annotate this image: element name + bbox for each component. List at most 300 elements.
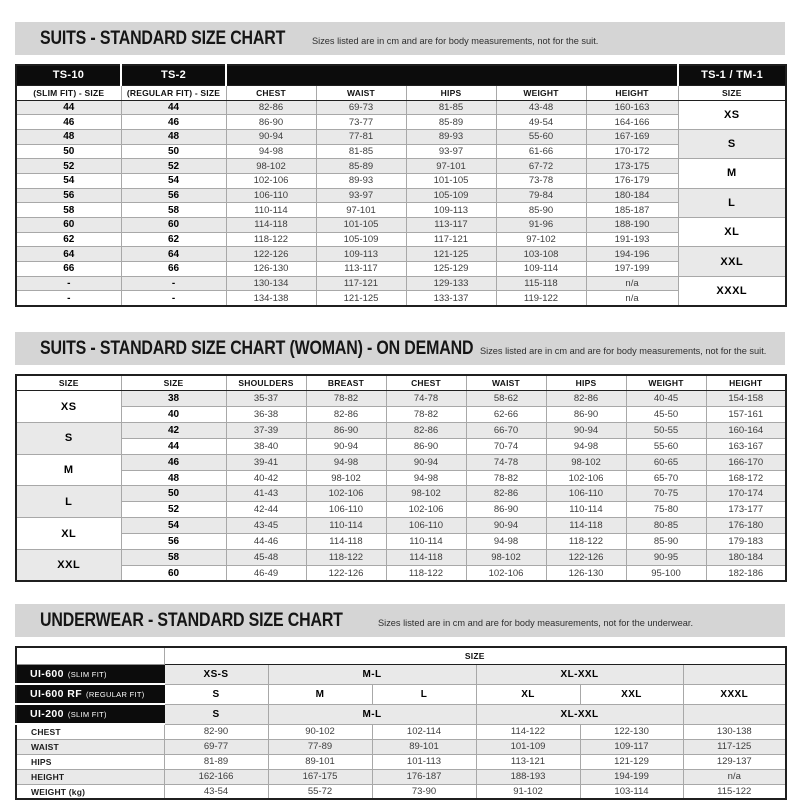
measurement-cell: 115-118 — [496, 276, 586, 291]
measurement-cell: 176-179 — [586, 173, 678, 188]
measurement-cell: 182-186 — [706, 565, 786, 581]
size-cell: 64 — [121, 247, 226, 262]
model-label: UI-200 — [30, 708, 64, 721]
measurement-cell: 114-118 — [386, 550, 466, 566]
measurement-cell: 185-187 — [586, 203, 678, 218]
measurement-cell: 197-199 — [586, 262, 678, 277]
measurement-cell: 102-106 — [466, 565, 546, 581]
measurement-cell: 176-180 — [706, 518, 786, 534]
measure-value-cell: 115-122 — [683, 784, 786, 799]
size-group-cell: XS — [678, 100, 786, 129]
measure-value-cell: 162-166 — [164, 769, 268, 784]
measurement-cell: 98-102 — [546, 454, 626, 470]
measure-value-cell: 121-129 — [580, 754, 683, 769]
measurement-cell: 78-82 — [386, 407, 466, 423]
title-box — [40, 22, 312, 55]
measurement-cell: 102-106 — [306, 486, 386, 502]
header-row — [16, 65, 786, 85]
measurement-cell: 40-42 — [226, 470, 306, 486]
underwear-title: UNDERWEAR - STANDARD SIZE CHART — [40, 610, 343, 632]
suits-size-table — [15, 64, 787, 307]
measurement-cell: 42-44 — [226, 502, 306, 518]
underwear-size-table — [15, 646, 787, 800]
measurement-cell: 65-70 — [626, 470, 706, 486]
measurement-cell: 110-114 — [386, 534, 466, 550]
woman-table-body — [16, 391, 786, 582]
fit-size-cell: S — [164, 684, 268, 704]
table-row — [16, 144, 786, 159]
size-cell: - — [16, 291, 121, 306]
size-group-cell: M — [678, 159, 786, 188]
fit-type-label: (SLIM FIT) — [67, 710, 107, 720]
size-group-cell: L — [16, 486, 121, 518]
size-cell: 58 — [16, 203, 121, 218]
size-group-cell: M — [16, 454, 121, 486]
column-header-cell: HEIGHT — [706, 375, 786, 391]
measure-value-cell: 102-114 — [372, 724, 476, 739]
measurement-cell: 50-55 — [626, 422, 706, 438]
measurement-cell: 164-166 — [586, 115, 678, 130]
measurement-cell: 86-90 — [466, 502, 546, 518]
measurement-cell: 98-102 — [226, 159, 316, 174]
section-suits — [15, 22, 785, 307]
woman-title: SUITS - STANDARD SIZE CHART (WOMAN) - ON DEMAND — [40, 337, 474, 359]
measure-label-cell: CHEST — [16, 724, 164, 739]
table-row — [16, 188, 786, 203]
size-cell: - — [121, 291, 226, 306]
measurement-cell: 105-109 — [406, 188, 496, 203]
fit-size-cell: L — [372, 684, 476, 704]
measurement-cell: 110-114 — [546, 502, 626, 518]
table-row — [16, 502, 786, 518]
measurement-cell: 109-113 — [406, 203, 496, 218]
size-group-cell: S — [678, 129, 786, 158]
size-cell: 60 — [121, 218, 226, 233]
measurement-cell: 126-130 — [546, 565, 626, 581]
measurement-cell: 97-101 — [406, 159, 496, 174]
fit-row — [16, 684, 786, 704]
measurement-cell: 98-102 — [466, 550, 546, 566]
table-row — [16, 100, 786, 115]
size-group-cell: XS — [16, 391, 121, 423]
measure-value-cell: 130-138 — [683, 724, 786, 739]
measurement-cell: 194-196 — [586, 247, 678, 262]
measurement-cell: 117-121 — [316, 276, 406, 291]
measure-value-cell: 176-187 — [372, 769, 476, 784]
measurement-cell: 122-126 — [546, 550, 626, 566]
measurement-cell: 154-158 — [706, 391, 786, 407]
measurement-cell: 58-62 — [466, 391, 546, 407]
measurement-cell: 94-98 — [306, 454, 386, 470]
measurement-cell: 90-94 — [306, 438, 386, 454]
measurement-cell: 75-80 — [626, 502, 706, 518]
measurement-cell: 95-100 — [626, 565, 706, 581]
measurement-cell: 90-95 — [626, 550, 706, 566]
measurement-cell: n/a — [586, 276, 678, 291]
measurement-cell: 122-126 — [306, 565, 386, 581]
header-row — [16, 85, 786, 100]
measurement-cell: 102-106 — [226, 173, 316, 188]
measurement-cell: 133-137 — [406, 291, 496, 306]
measurement-cell: 74-78 — [466, 454, 546, 470]
woman-subtitle: Sizes listed are in cm and are for body measurements, not for the suit. — [480, 345, 767, 357]
woman-table-head — [16, 375, 786, 391]
table-row — [16, 391, 786, 407]
measure-label-cell: HIPS — [16, 754, 164, 769]
measurement-cell: 62-66 — [466, 407, 546, 423]
measure-value-cell: 82-90 — [164, 724, 268, 739]
measure-row — [16, 724, 786, 739]
measure-value-cell: 188-193 — [476, 769, 580, 784]
measurement-cell: 102-106 — [386, 502, 466, 518]
size-group-cell: S — [16, 422, 121, 454]
measurement-cell: 94-98 — [546, 438, 626, 454]
measurement-cell: 160-164 — [706, 422, 786, 438]
corner-cell — [16, 647, 164, 664]
measure-value-cell: 69-77 — [164, 739, 268, 754]
size-group-cell: XXL — [678, 247, 786, 276]
size-cell: 50 — [121, 144, 226, 159]
header-row — [16, 375, 786, 391]
measurement-cell: 90-94 — [226, 129, 316, 144]
fit-row — [16, 704, 786, 724]
measure-value-cell: 113-121 — [476, 754, 580, 769]
measurement-cell: 118-122 — [546, 534, 626, 550]
measurement-cell: 188-190 — [586, 218, 678, 233]
measurement-cell: 85-89 — [316, 159, 406, 174]
measurement-cell: 130-134 — [226, 276, 316, 291]
measure-row — [16, 754, 786, 769]
size-group-cell: XL — [16, 518, 121, 550]
size-cell: 66 — [16, 262, 121, 277]
measure-value-cell: 91-102 — [476, 784, 580, 799]
measurement-cell: 82-86 — [386, 422, 466, 438]
measurement-cell: 114-118 — [306, 534, 386, 550]
measurement-cell: 129-133 — [406, 276, 496, 291]
table-row — [16, 291, 786, 306]
measurement-cell: 180-184 — [586, 188, 678, 203]
measure-label-cell: WEIGHT (kg) — [16, 784, 164, 799]
table-row — [16, 518, 786, 534]
size-cell: 54 — [121, 173, 226, 188]
measurement-cell: 125-129 — [406, 262, 496, 277]
measurement-cell: 38-40 — [226, 438, 306, 454]
table-row — [16, 115, 786, 130]
measurement-cell: 91-96 — [496, 218, 586, 233]
measurement-cell: 94-98 — [226, 144, 316, 159]
measurement-cell: 55-60 — [496, 129, 586, 144]
measurement-cell: 106-110 — [546, 486, 626, 502]
measurement-cell: 98-102 — [386, 486, 466, 502]
section-suits-woman — [15, 332, 785, 583]
size-cell: 52 — [121, 159, 226, 174]
table-row — [16, 550, 786, 566]
measurement-cell: 43-48 — [496, 100, 586, 115]
suits-subtitle: Sizes listed are in cm and are for body measurements, not for the suit. — [312, 36, 599, 47]
measurement-cell: 118-122 — [226, 232, 316, 247]
measurement-cell: 117-121 — [406, 232, 496, 247]
size-cell: 48 — [121, 470, 226, 486]
measure-row — [16, 784, 786, 799]
table-row — [16, 218, 786, 233]
table-row — [16, 129, 786, 144]
measurement-cell: 44-46 — [226, 534, 306, 550]
table-row — [16, 422, 786, 438]
size-cell: 56 — [121, 534, 226, 550]
measurement-cell: 79-84 — [496, 188, 586, 203]
measurement-cell: 121-125 — [316, 291, 406, 306]
size-cell: 46 — [121, 115, 226, 130]
model-header-cell — [226, 65, 678, 85]
measure-value-cell: 89-101 — [372, 739, 476, 754]
measurement-cell: 36-38 — [226, 407, 306, 423]
table-row — [16, 438, 786, 454]
size-cell: 48 — [16, 129, 121, 144]
measurement-cell: 81-85 — [316, 144, 406, 159]
measurement-cell: 85-90 — [626, 534, 706, 550]
table-row — [16, 486, 786, 502]
header-row — [16, 647, 786, 664]
measure-value-cell: 89-101 — [268, 754, 372, 769]
measure-value-cell: 101-109 — [476, 739, 580, 754]
size-cell: 58 — [121, 550, 226, 566]
size-cell: 62 — [16, 232, 121, 247]
measure-value-cell: 167-175 — [268, 769, 372, 784]
measure-label-cell: WAIST — [16, 739, 164, 754]
measurement-cell: 82-86 — [546, 391, 626, 407]
measurement-cell: 90-94 — [466, 518, 546, 534]
model-label: UI-600 RF — [30, 688, 83, 701]
underwear-title-bar — [15, 604, 785, 637]
measurement-cell: 170-174 — [706, 486, 786, 502]
column-header-cell: WAIST — [466, 375, 546, 391]
measurement-cell: 85-90 — [496, 203, 586, 218]
underwear-subtitle: Sizes listed are in cm and are for body measurements, not for the underwear. — [378, 618, 694, 630]
measurement-cell: 86-90 — [386, 438, 466, 454]
measure-value-cell: 43-54 — [164, 784, 268, 799]
measurement-cell: 82-86 — [466, 486, 546, 502]
column-header-cell: HEIGHT — [586, 85, 678, 100]
measurement-cell: 90-94 — [546, 422, 626, 438]
size-cell: 50 — [121, 486, 226, 502]
measure-value-cell: 73-90 — [372, 784, 476, 799]
column-header-cell: CHEST — [386, 375, 466, 391]
measurement-cell: 89-93 — [316, 173, 406, 188]
measurement-cell: 157-161 — [706, 407, 786, 423]
woman-title-bar — [15, 332, 785, 365]
size-cell: - — [121, 276, 226, 291]
measurement-cell: 97-102 — [496, 232, 586, 247]
section-underwear — [15, 604, 785, 800]
table-row — [16, 565, 786, 581]
size-cell: 54 — [121, 518, 226, 534]
model-label-cell — [16, 704, 164, 724]
measure-value-cell: 117-125 — [683, 739, 786, 754]
measurement-cell: 173-177 — [706, 502, 786, 518]
fit-size-cell: XL-XXL — [476, 664, 683, 684]
size-cell: 38 — [121, 391, 226, 407]
underwear-table-head — [16, 647, 786, 664]
fit-size-cell — [683, 704, 786, 724]
size-cell: 40 — [121, 407, 226, 423]
size-cell: 60 — [16, 218, 121, 233]
fit-type-label: (SLIM FIT) — [67, 670, 107, 680]
measurement-cell: 82-86 — [226, 100, 316, 115]
model-header-cell: TS-2 — [121, 65, 226, 85]
size-cell: 48 — [121, 129, 226, 144]
measurement-cell: 121-125 — [406, 247, 496, 262]
measure-label-cell: HEIGHT — [16, 769, 164, 784]
model-header-cell: TS-10 — [16, 65, 121, 85]
title-box — [40, 604, 378, 637]
measurement-cell: 134-138 — [226, 291, 316, 306]
measurement-cell: 119-122 — [496, 291, 586, 306]
measurement-cell: 118-122 — [306, 550, 386, 566]
size-cell: 56 — [121, 188, 226, 203]
size-cell: 58 — [121, 203, 226, 218]
table-row — [16, 232, 786, 247]
measurement-cell: 46-49 — [226, 565, 306, 581]
fit-size-cell: M — [268, 684, 372, 704]
size-cell: 46 — [121, 454, 226, 470]
column-header-cell: (SLIM FIT) - SIZE — [16, 85, 121, 100]
measure-value-cell: 90-102 — [268, 724, 372, 739]
size-group-cell: XXXL — [678, 276, 786, 305]
measurement-cell: 70-74 — [466, 438, 546, 454]
model-label-cell — [16, 684, 164, 704]
measurement-cell: 94-98 — [466, 534, 546, 550]
title-box — [40, 332, 480, 365]
size-group-cell: L — [678, 188, 786, 217]
fit-size-cell: XXXL — [683, 684, 786, 704]
measure-value-cell: 114-122 — [476, 724, 580, 739]
measurement-cell: 126-130 — [226, 262, 316, 277]
measure-value-cell: 194-199 — [580, 769, 683, 784]
measurement-cell: 74-78 — [386, 391, 466, 407]
table-row — [16, 159, 786, 174]
measurement-cell: 106-110 — [306, 502, 386, 518]
measurement-cell: 109-114 — [496, 262, 586, 277]
measurement-cell: 110-114 — [226, 203, 316, 218]
measure-value-cell: 109-117 — [580, 739, 683, 754]
measurement-cell: 114-118 — [546, 518, 626, 534]
column-header-cell: SIZE — [16, 375, 121, 391]
measurement-cell: 168-172 — [706, 470, 786, 486]
measure-value-cell: 129-137 — [683, 754, 786, 769]
measurement-cell: 85-89 — [406, 115, 496, 130]
size-cell: 50 — [16, 144, 121, 159]
measurement-cell: 106-110 — [386, 518, 466, 534]
measure-value-cell: n/a — [683, 769, 786, 784]
measurement-cell: 60-65 — [626, 454, 706, 470]
measurement-cell: 166-170 — [706, 454, 786, 470]
size-cell: 64 — [16, 247, 121, 262]
column-header-cell: (REGULAR FIT) - SIZE — [121, 85, 226, 100]
model-label: UI-600 — [30, 668, 64, 681]
suits-table-head — [16, 65, 786, 100]
table-row — [16, 407, 786, 423]
measurement-cell: 94-98 — [386, 470, 466, 486]
column-header-cell: CHEST — [226, 85, 316, 100]
measure-value-cell: 101-113 — [372, 754, 476, 769]
measurement-cell: 55-60 — [626, 438, 706, 454]
measurement-cell: 191-193 — [586, 232, 678, 247]
measurement-cell: 77-81 — [316, 129, 406, 144]
fit-size-cell: XXL — [580, 684, 683, 704]
column-header-cell: WAIST — [316, 85, 406, 100]
size-cell: 44 — [121, 438, 226, 454]
column-header-cell: SHOULDERS — [226, 375, 306, 391]
table-row — [16, 454, 786, 470]
column-header-cell: SIZE — [678, 85, 786, 100]
measurement-cell: 101-105 — [406, 173, 496, 188]
measurement-cell: 163-167 — [706, 438, 786, 454]
measurement-cell: n/a — [586, 291, 678, 306]
measurement-cell: 170-172 — [586, 144, 678, 159]
measurement-cell: 180-184 — [706, 550, 786, 566]
measurement-cell: 160-163 — [586, 100, 678, 115]
table-row — [16, 276, 786, 291]
fit-size-cell: XL-XXL — [476, 704, 683, 724]
table-row — [16, 247, 786, 262]
fit-size-cell: S — [164, 704, 268, 724]
measurement-cell: 103-108 — [496, 247, 586, 262]
measurement-cell: 93-97 — [316, 188, 406, 203]
size-cell: 52 — [16, 159, 121, 174]
measurement-cell: 37-39 — [226, 422, 306, 438]
size-cell: 62 — [121, 232, 226, 247]
size-cell: 56 — [16, 188, 121, 203]
measurement-cell: 86-90 — [226, 115, 316, 130]
measurement-cell: 106-110 — [226, 188, 316, 203]
fit-size-cell: M-L — [268, 664, 476, 684]
measurement-cell: 86-90 — [306, 422, 386, 438]
suits-title: SUITS - STANDARD SIZE CHART — [40, 28, 286, 49]
measurement-cell: 105-109 — [316, 232, 406, 247]
measurement-cell: 110-114 — [306, 518, 386, 534]
measurement-cell: 61-66 — [496, 144, 586, 159]
measurement-cell: 109-113 — [316, 247, 406, 262]
measurement-cell: 41-43 — [226, 486, 306, 502]
fit-size-cell: XS-S — [164, 664, 268, 684]
measurement-cell: 35-37 — [226, 391, 306, 407]
column-header-cell: WEIGHT — [626, 375, 706, 391]
fit-size-cell — [683, 664, 786, 684]
column-header-cell: HIPS — [406, 85, 496, 100]
size-cell: - — [16, 276, 121, 291]
woman-size-table — [15, 374, 787, 583]
measurement-cell: 66-70 — [466, 422, 546, 438]
table-row — [16, 173, 786, 188]
suits-title-bar — [15, 22, 785, 55]
measurement-cell: 78-82 — [466, 470, 546, 486]
measurement-cell: 69-73 — [316, 100, 406, 115]
fit-type-label: (REGULAR FIT) — [86, 690, 145, 700]
measurement-cell: 179-183 — [706, 534, 786, 550]
size-cell: 66 — [121, 262, 226, 277]
fit-size-cell: M-L — [268, 704, 476, 724]
measurement-cell: 113-117 — [406, 218, 496, 233]
measurement-cell: 73-78 — [496, 173, 586, 188]
measure-row — [16, 769, 786, 784]
size-cell: 44 — [16, 100, 121, 115]
measure-value-cell: 122-130 — [580, 724, 683, 739]
column-header-cell: SIZE — [121, 375, 226, 391]
column-header-cell: WEIGHT — [496, 85, 586, 100]
size-cell: 52 — [121, 502, 226, 518]
table-row — [16, 534, 786, 550]
measurement-cell: 86-90 — [546, 407, 626, 423]
